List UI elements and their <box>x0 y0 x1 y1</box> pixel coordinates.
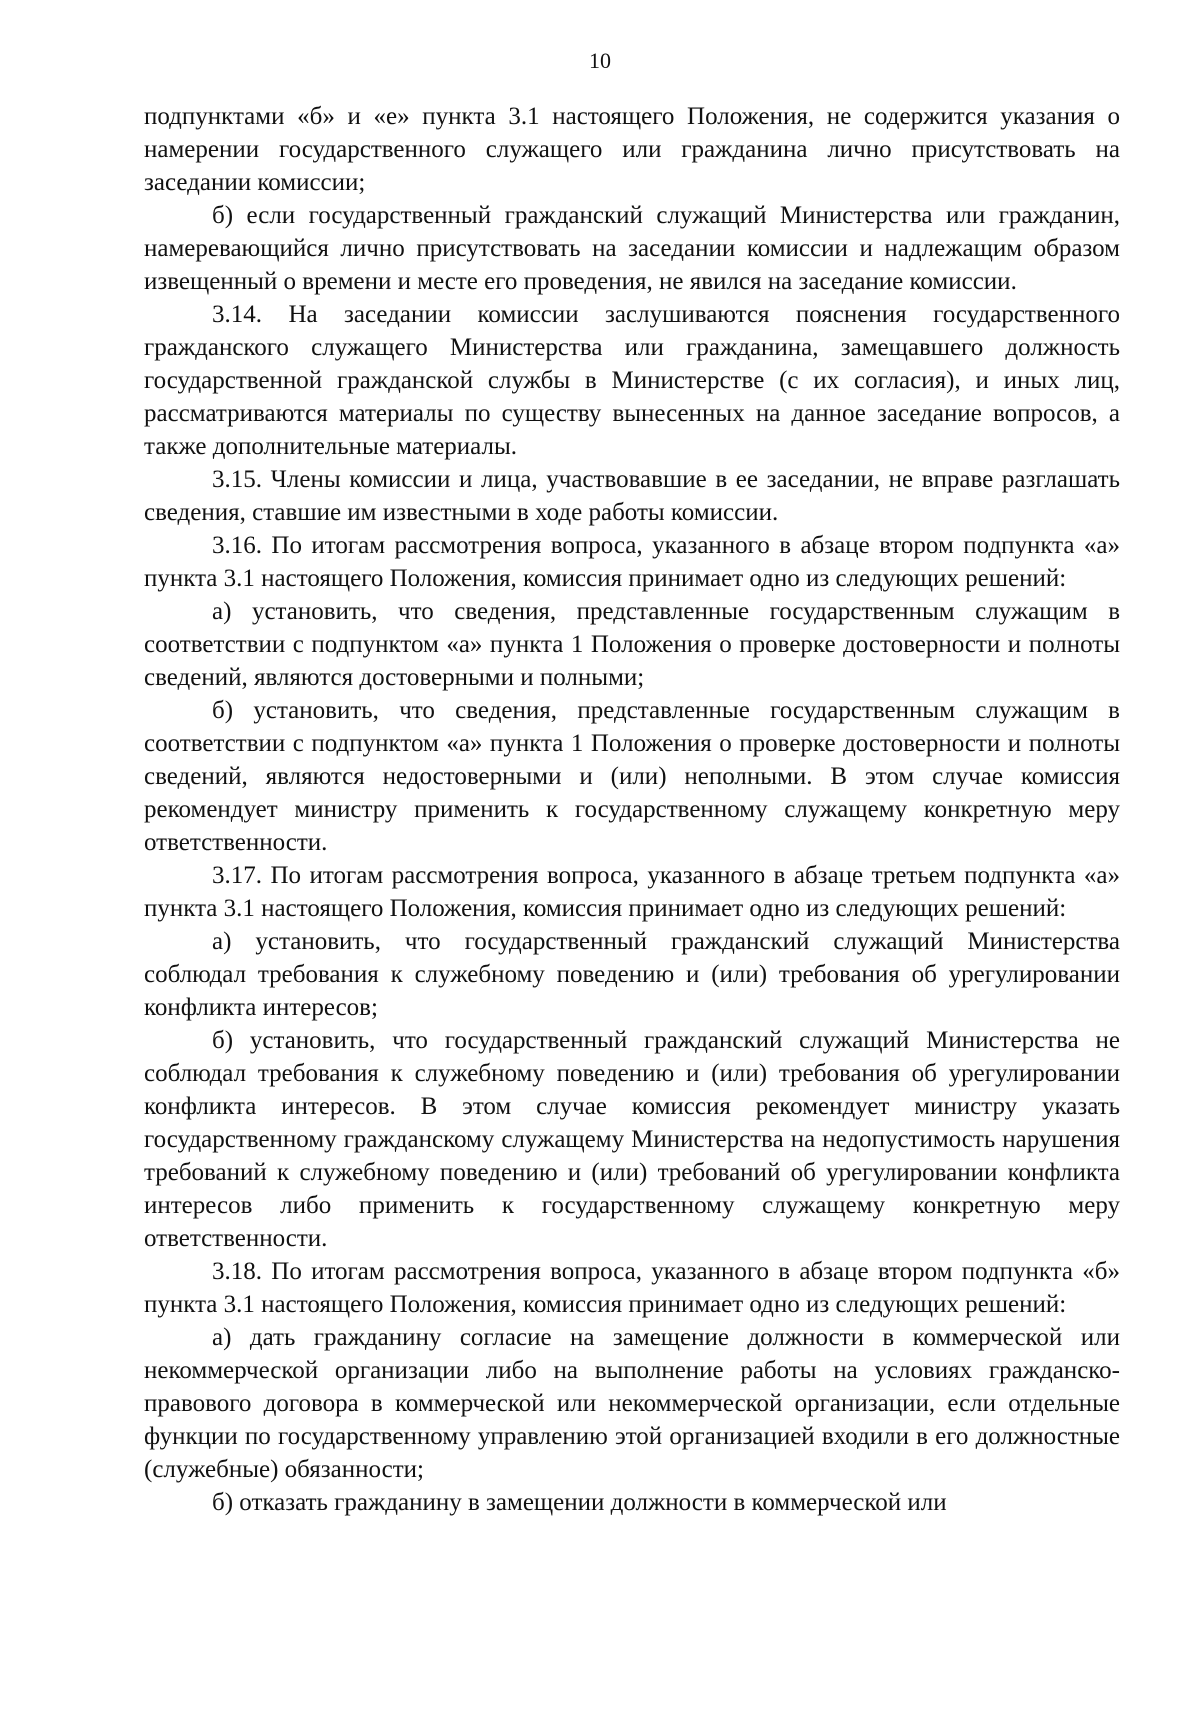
paragraph-3-17: 3.17. По итогам рассмотрения вопроса, указанного в абзаце третьем подпункта «а» пункта 3.1 настоящего Положения, комиссия принимает одно из следующих решений: <box>144 862 1120 922</box>
paragraph-3-17-a: а) установить, что государственный гражданский служащий Министерства соблюдал требования к служебному поведению и (или) требования об урегулировании конфликта интересов; <box>144 928 1120 1021</box>
paragraph-3-16: 3.16. По итогам рассмотрения вопроса, указанного в абзаце втором подпункта «а» пункта 3.1 настоящего Положения, комиссия принимает одно из следующих решений: <box>144 532 1120 592</box>
paragraph-3-17-b: б) установить, что государственный гражданский служащий Министерства не соблюдал требования к служебному поведению и (или) требования об урегулировании конфликта интересов. В этом случае комиссия рекомендует министру указать государственному гражданскому служащему Министерства на недопустимость нарушения требований к служебному поведению и (или) требований об урегулировании конфликта интересов либо применить к государственному служащему конкретную меру ответственности. <box>144 1027 1120 1252</box>
paragraph-3-18: 3.18. По итогам рассмотрения вопроса, указанного в абзаце втором подпункта «б» пункта 3.1 настоящего Положения, комиссия принимает одно из следующих решений: <box>144 1258 1120 1318</box>
paragraph-3-18-a: а) дать гражданину согласие на замещение должности в коммерческой или некоммерческой организации либо на выполнение работы на условиях гражданско-правового договора в коммерческой или некоммерческой организации, если отдельные функции по государственному управлению этой организацией входили в его должностные (служебные) обязанности; <box>144 1324 1120 1483</box>
paragraph-3-16-a: а) установить, что сведения, представленные государственным служащим в соответствии с подпунктом «а» пункта 1 Положения о проверке достоверности и полноты сведений, являются достоверными и полными; <box>144 598 1120 691</box>
page-number: 10 <box>589 48 611 73</box>
paragraph-continuation: подпунктами «б» и «е» пункта 3.1 настоящего Положения, не содержится указания о намерении государственного служащего или гражданина лично присутствовать на заседании комиссии; <box>144 103 1120 196</box>
paragraph-3-15: 3.15. Члены комиссии и лица, участвовавшие в ее заседании, не вправе разглашать сведения, ставшие им известными в ходе работы комиссии. <box>144 466 1120 526</box>
document-body <box>144 100 1120 1519</box>
paragraph-3-18-b: б) отказать гражданину в замещении должности в коммерческой или <box>212 1489 947 1516</box>
paragraph-3-14: 3.14. На заседании комиссии заслушиваются пояснения государственного гражданского служащего Министерства или гражданина, замещавшего должность государственной гражданской службы в Министерстве (с их согласия), и иных лиц, рассматриваются материалы по существу вынесенных на данное заседание вопросов, а также дополнительные материалы. <box>144 301 1120 460</box>
paragraph-item-b-absence: б) если государственный гражданский служащий Министерства или гражданин, намеревающийся лично присутствовать на заседании комиссии и надлежащим образом извещенный о времени и месте его проведения, не явился на заседание комиссии. <box>144 202 1120 295</box>
paragraph-3-16-b: б) установить, что сведения, представленные государственным служащим в соответствии с подпунктом «а» пункта 1 Положения о проверке достоверности и полноты сведений, являются недостоверными и (или) неполными. В этом случае комиссия рекомендует министру применить к государственному служащему конкретную меру ответственности. <box>144 697 1120 856</box>
